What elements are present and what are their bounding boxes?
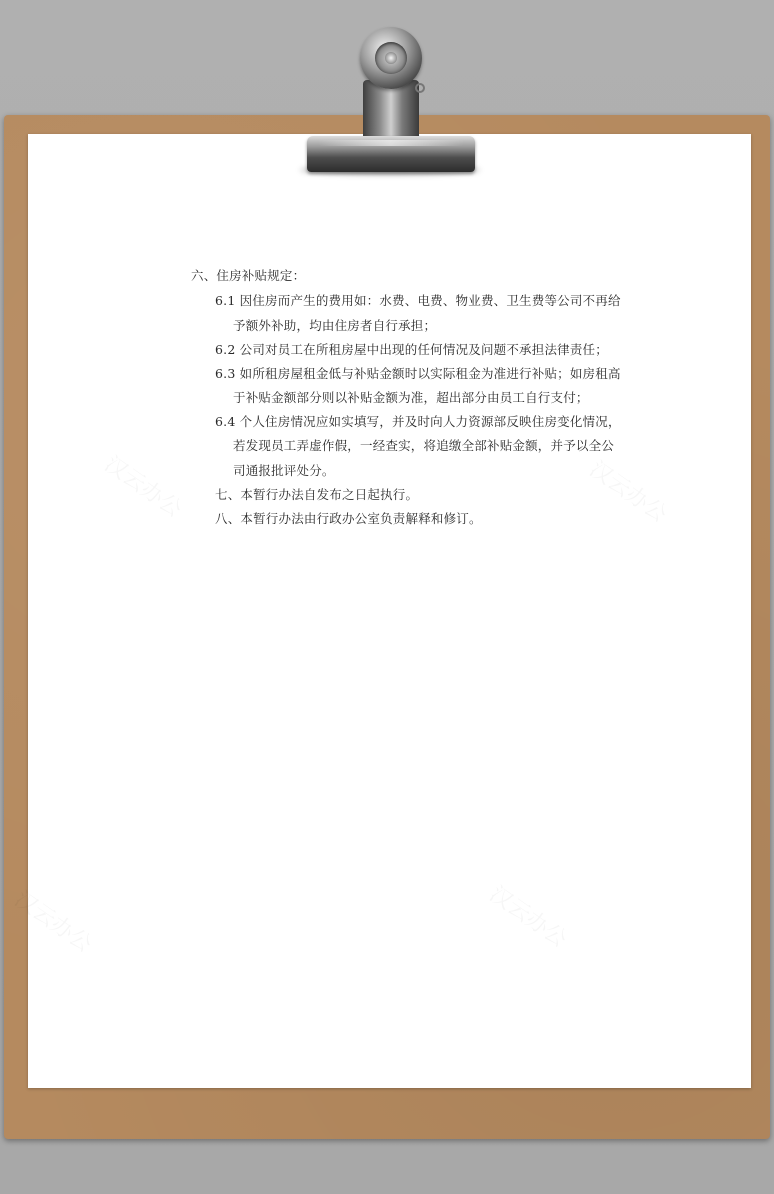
item-6-3-line-2: 于补贴金额部分则以补贴金额为准，超出部分由员工自行支付； [233,390,589,405]
item-6-1-line-2: 予额外补助，均由住房者自行承担； [233,318,437,333]
item-6-4-line-1: 6.4 个人住房情况应如实填写，并及时向人力资源部反映住房变化情况， [215,414,621,429]
item-6-2-line-1: 6.2 公司对员工在所租房屋中出现的任何情况及问题不承担法律责任； [215,342,608,357]
section-7: 七、本暂行办法自发布之日起执行。 [215,487,419,502]
item-6-4-line-2: 若发现员工弄虚作假，一经查实，将追缴全部补贴金额，并予以全公 [233,438,615,453]
item-6-4-line-3: 司通报批评处分。 [233,463,335,478]
item-6-1-line-1: 6.1 因住房而产生的费用如：水费、电费、物业费、卫生费等公司不再给 [215,293,621,308]
section-6-heading: 六、住房补贴规定： [191,268,306,283]
section-8: 八、本暂行办法由行政办公室负责解释和修订。 [215,511,482,526]
item-6-3-line-1: 6.3 如所租房屋租金低与补贴金额时以实际租金为准进行补贴；如房租高 [215,366,621,381]
